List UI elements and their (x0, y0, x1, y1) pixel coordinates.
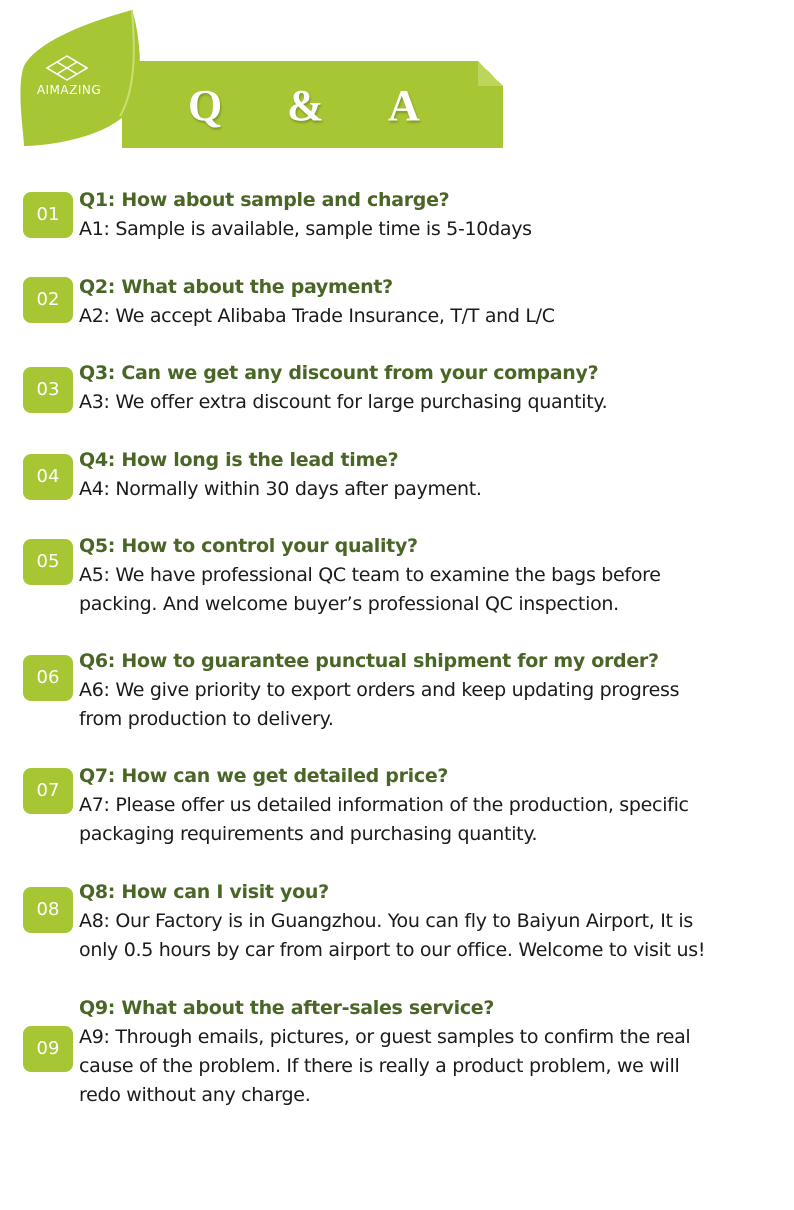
faq-answer: A4: Normally within 30 days after payment. (79, 478, 482, 500)
title-q: Q (188, 81, 223, 130)
faq-text (79, 273, 779, 331)
number-badge: 08 (23, 887, 73, 933)
faq-text (79, 532, 779, 619)
number-badge: 06 (23, 655, 73, 701)
number-badge: 07 (23, 768, 73, 814)
faq-text (79, 359, 779, 417)
logo-text: AIMAZING (36, 83, 102, 97)
logo-mark-icon (43, 53, 91, 81)
faq-answer: A8: Our Factory is in Guangzhou. You can fly to Baiyun Airport, It is only 0.5 hours by car from airport to our office. Welcome to visit us! (79, 910, 706, 961)
faq-question: Q2: What about the payment? (79, 276, 393, 298)
faq-answer: A1: Sample is available, sample time is 5-10days (79, 218, 532, 240)
faq-text (79, 647, 779, 734)
faq-text (79, 878, 779, 965)
faq-question: Q4: How long is the lead time? (79, 449, 399, 471)
title-a: A (388, 81, 420, 130)
faq-text (79, 186, 779, 244)
faq-text (79, 762, 779, 849)
number-badge: 01 (23, 192, 73, 238)
number-badge: 05 (23, 539, 73, 585)
number-badge: 02 (23, 277, 73, 323)
faq-answer: A7: Please offer us detailed information of the production, specific packaging requirements and purchasing quantity. (79, 794, 689, 845)
title-ampersand: & (287, 81, 324, 130)
faq-text (79, 994, 779, 1110)
faq-question: Q9: What about the after-sales service? (79, 997, 495, 1019)
faq-question: Q7: How can we get detailed price? (79, 765, 449, 787)
faq-answer: A2: We accept Alibaba Trade Insurance, T/T and L/C (79, 305, 555, 327)
faq-answer: A9: Through emails, pictures, or guest samples to confirm the real cause of the problem. If there is really a product problem, we will redo without any charge. (79, 1026, 691, 1106)
faq-question: Q1: How about sample and charge? (79, 189, 450, 211)
number-badge: 09 (23, 1026, 73, 1072)
banner-fold-corner (478, 61, 503, 86)
faq-answer: A5: We have professional QC team to examine the bags before packing. And welcome buyer’s professional QC inspection. (79, 564, 661, 615)
number-badge: 03 (23, 367, 73, 413)
faq-question: Q3: Can we get any discount from your company? (79, 362, 599, 384)
faq-answer: A6: We give priority to export orders and keep updating progress from production to delivery. (79, 679, 680, 730)
faq-answer: A3: We offer extra discount for large purchasing quantity. (79, 391, 608, 413)
faq-question: Q8: How can I visit you? (79, 881, 329, 903)
number-badge: 04 (23, 454, 73, 500)
faq-question: Q5: How to control your quality? (79, 535, 418, 557)
faq-question: Q6: How to guarantee punctual shipment for my order? (79, 650, 659, 672)
faq-text (79, 446, 779, 504)
